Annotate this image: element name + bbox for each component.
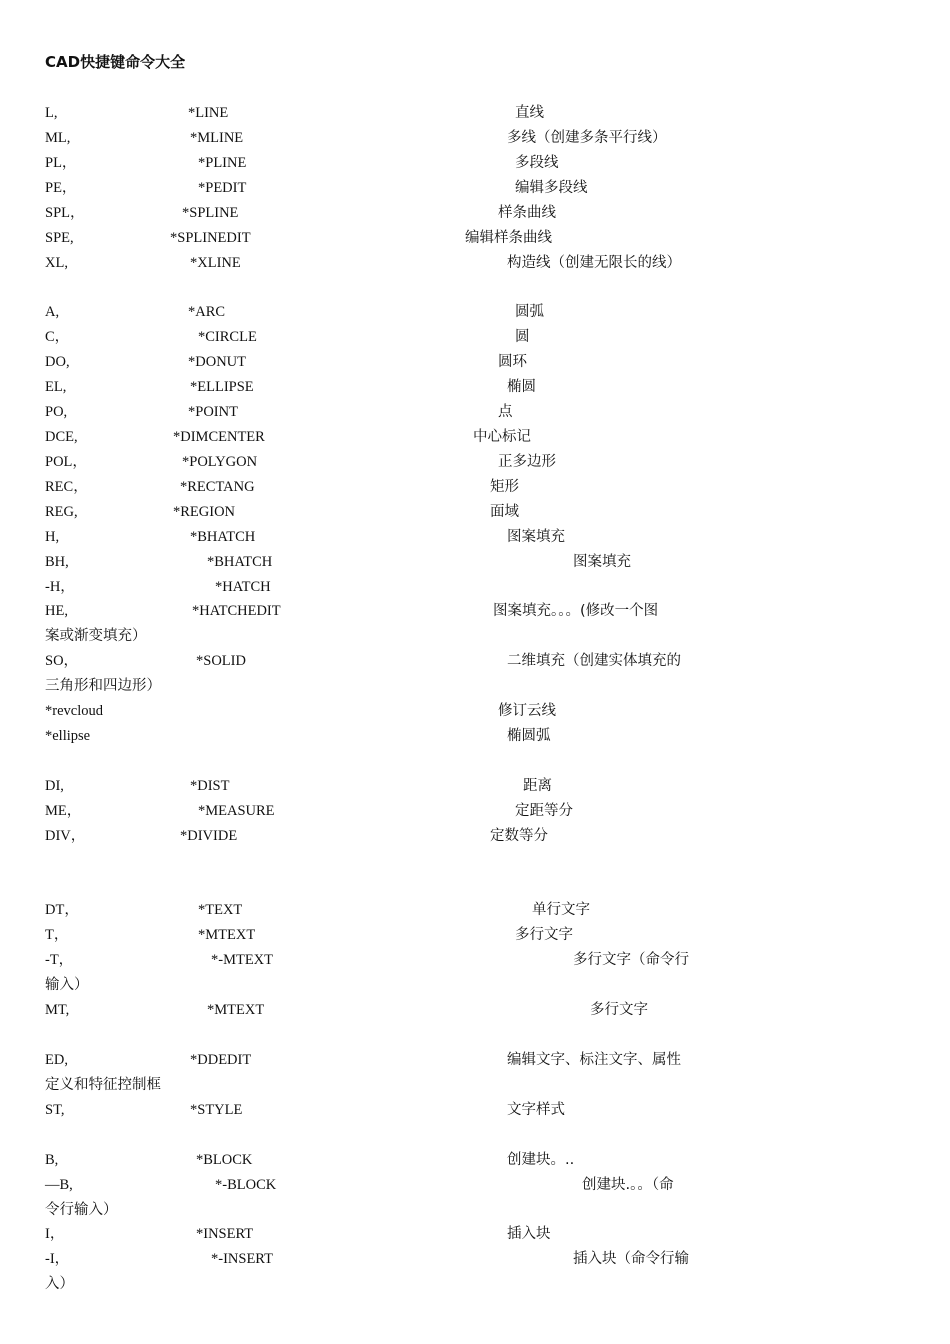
shortcut-key: —B, <box>45 1177 73 1193</box>
shortcut-row <box>0 726 950 751</box>
shortcut-row <box>0 502 950 527</box>
shortcut-key: I， <box>45 1226 65 1242</box>
command-name: *POLYGON <box>182 454 258 470</box>
command-name: *-BLOCK <box>215 1177 277 1193</box>
command-description: 多行文字（命令行 <box>573 952 689 968</box>
command-description: 编辑样条曲线 <box>465 230 552 246</box>
command-description: 图案填充 <box>573 554 631 570</box>
command-name: *PLINE <box>198 155 247 171</box>
description-continuation: 入） <box>45 1276 74 1292</box>
command-description: 文字样式 <box>507 1102 565 1118</box>
shortcut-row <box>0 651 950 676</box>
command-name: *INSERT <box>196 1226 254 1242</box>
command-description: 单行文字 <box>532 902 590 918</box>
command-name: *POINT <box>188 404 238 420</box>
shortcut-key: DI, <box>45 778 64 794</box>
shortcut-row <box>0 103 950 128</box>
shortcut-row <box>0 253 950 278</box>
shortcut-row <box>0 402 950 427</box>
command-name: *SPLINEDIT <box>170 230 251 246</box>
command-description: 创建块。.. <box>507 1152 575 1168</box>
command-name: *DIST <box>190 778 230 794</box>
command-description: 椭圆弧 <box>507 728 551 744</box>
shortcut-key: DCE, <box>45 429 78 445</box>
shortcut-row <box>0 327 950 352</box>
command-description: 创建块.。。（命 <box>582 1177 674 1193</box>
shortcut-key: ML, <box>45 130 71 146</box>
command-name: *MEASURE <box>198 803 275 819</box>
shortcut-row <box>0 1150 950 1175</box>
shortcut-key: DO, <box>45 354 70 370</box>
command-name: *MTEXT <box>207 1002 265 1018</box>
command-description: 二维填充（创建实体填充的 <box>507 653 681 669</box>
command-description: 椭圆 <box>507 379 536 395</box>
description-continuation: 三角形和四边形） <box>45 678 161 694</box>
shortcut-row <box>0 427 950 452</box>
command-description: 多行文字 <box>515 927 573 943</box>
shortcut-key: ME， <box>45 803 82 819</box>
command-name: *XLINE <box>190 255 241 271</box>
shortcut-row <box>0 1050 950 1075</box>
command-description: 面域 <box>490 504 519 520</box>
command-description: 多行文字 <box>590 1002 648 1018</box>
command-name: *HATCH <box>215 579 271 595</box>
shortcut-row <box>0 527 950 552</box>
shortcut-row <box>0 203 950 228</box>
command-description: 图案填充 <box>507 529 565 545</box>
shortcut-row <box>0 776 950 801</box>
shortcut-row <box>0 128 950 153</box>
shortcut-key: -I， <box>45 1251 70 1267</box>
shortcut-key: T， <box>45 927 69 943</box>
shortcut-row <box>0 153 950 178</box>
shortcut-key: ED, <box>45 1052 68 1068</box>
command-name: *RECTANG <box>180 479 255 495</box>
shortcut-row <box>0 1224 950 1249</box>
command-name: *BLOCK <box>196 1152 253 1168</box>
command-name: *LINE <box>188 105 229 121</box>
shortcut-key: PE， <box>45 180 77 196</box>
shortcut-key: XL, <box>45 255 68 271</box>
command-description: 正多边形 <box>498 454 556 470</box>
command-name: *DIVIDE <box>180 828 238 844</box>
command-name: *DIMCENTER <box>173 429 265 445</box>
shortcut-key: PL， <box>45 155 77 171</box>
description-continuation: 令行输入） <box>45 1202 118 1218</box>
command-name: *MLINE <box>190 130 244 146</box>
shortcut-row <box>0 701 950 726</box>
command-description: 插入块 <box>507 1226 551 1242</box>
command-description: 圆 <box>515 329 530 345</box>
shortcut-key: DIV， <box>45 828 86 844</box>
command-description: 中心标记 <box>473 429 531 445</box>
command-name: *DDEDIT <box>190 1052 252 1068</box>
shortcut-row <box>0 1100 950 1125</box>
shortcut-key: *revcloud <box>45 703 103 719</box>
command-description: 圆弧 <box>515 304 544 320</box>
command-name: *SPLINE <box>182 205 239 221</box>
command-description: 编辑多段线 <box>515 180 588 196</box>
shortcut-key: REG, <box>45 504 78 520</box>
shortcut-key: MT, <box>45 1002 70 1018</box>
shortcut-key: A, <box>45 304 60 320</box>
command-name: *HATCHEDIT <box>192 603 281 619</box>
shortcut-key: H, <box>45 529 60 545</box>
command-name: *BHATCH <box>207 554 273 570</box>
command-name: *ARC <box>188 304 226 320</box>
shortcut-row <box>0 477 950 502</box>
shortcut-row <box>0 601 950 626</box>
shortcut-row <box>0 1249 950 1274</box>
command-name: *PEDIT <box>198 180 247 196</box>
command-description: 样条曲线 <box>498 205 556 221</box>
command-description: 多线（创建多条平行线） <box>507 130 667 146</box>
shortcut-row <box>0 1000 950 1025</box>
command-name: *ELLIPSE <box>190 379 254 395</box>
shortcut-key: L, <box>45 105 58 121</box>
shortcut-key: ST, <box>45 1102 65 1118</box>
description-continuation: 输入） <box>45 977 89 993</box>
command-description: 定距等分 <box>515 803 573 819</box>
shortcut-key: POL， <box>45 454 87 470</box>
command-description: 直线 <box>515 105 544 121</box>
description-continuation: 案或渐变填充） <box>45 628 147 644</box>
shortcut-key: REC， <box>45 479 88 495</box>
command-description: 编辑文字、标注文字、属性 <box>507 1052 681 1068</box>
shortcut-row <box>0 925 950 950</box>
shortcut-key: DT， <box>45 902 79 918</box>
shortcut-key: PO, <box>45 404 68 420</box>
shortcut-key: SPL， <box>45 205 85 221</box>
shortcut-row <box>0 577 950 602</box>
command-name: *REGION <box>173 504 236 520</box>
shortcut-row <box>0 801 950 826</box>
command-name: *STYLE <box>190 1102 243 1118</box>
shortcut-key: SO， <box>45 653 79 669</box>
shortcut-key: -H， <box>45 579 75 595</box>
command-description: 修订云线 <box>498 703 556 719</box>
command-name: *MTEXT <box>198 927 256 943</box>
shortcut-key: EL, <box>45 379 67 395</box>
shortcut-row <box>0 178 950 203</box>
shortcut-key: B, <box>45 1152 59 1168</box>
command-name: *CIRCLE <box>198 329 257 345</box>
shortcut-key: BH, <box>45 554 69 570</box>
shortcut-row <box>0 900 950 925</box>
shortcut-row <box>0 352 950 377</box>
shortcut-key: C， <box>45 329 70 345</box>
page-title: CAD快捷键命令大全 <box>45 53 186 71</box>
command-name: *BHATCH <box>190 529 256 545</box>
command-description: 图案填充。。。(修改一个图 <box>493 603 659 619</box>
command-description: 构造线（创建无限长的线） <box>507 255 681 271</box>
shortcut-row <box>0 228 950 253</box>
shortcut-row <box>0 377 950 402</box>
shortcut-key: HE, <box>45 603 68 619</box>
shortcut-row <box>0 950 950 975</box>
command-name: *-MTEXT <box>211 952 274 968</box>
command-name: *DONUT <box>188 354 246 370</box>
shortcut-key: SPE, <box>45 230 74 246</box>
shortcut-key: -T， <box>45 952 74 968</box>
command-description: 圆环 <box>498 354 527 370</box>
shortcut-row <box>0 302 950 327</box>
command-name: *-INSERT <box>211 1251 273 1267</box>
shortcut-row <box>0 552 950 577</box>
command-description: 多段线 <box>515 155 559 171</box>
shortcut-row <box>0 1175 950 1200</box>
description-continuation: 定义和特征控制框 <box>45 1077 161 1093</box>
command-description: 距离 <box>523 778 552 794</box>
shortcut-row <box>0 826 950 851</box>
shortcut-key: *ellipse <box>45 728 91 744</box>
command-description: 插入块（命令行输 <box>573 1251 689 1267</box>
command-name: *TEXT <box>198 902 243 918</box>
command-description: 定数等分 <box>490 828 548 844</box>
command-description: 矩形 <box>490 479 519 495</box>
command-description: 点 <box>498 404 513 420</box>
shortcut-row <box>0 452 950 477</box>
command-name: *SOLID <box>196 653 246 669</box>
